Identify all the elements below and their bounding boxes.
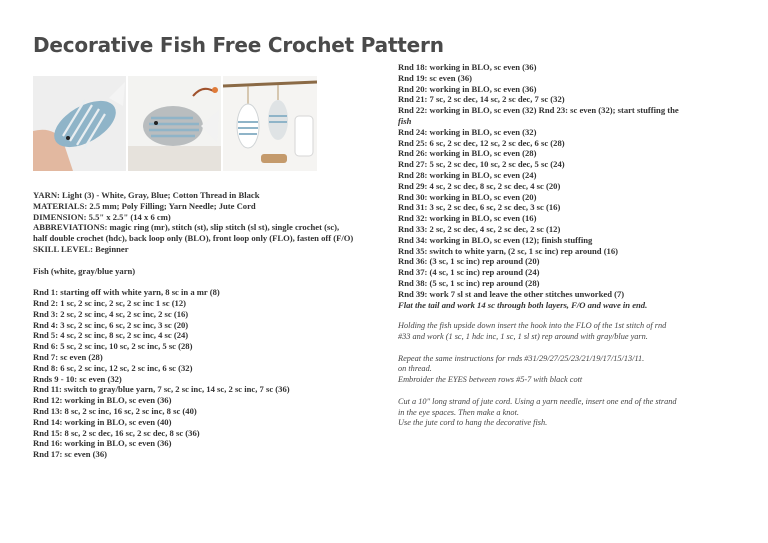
round-line: Rnd 29: 4 sc, 2 sc dec, 8 sc, 2 sc dec, 4 sc (20) bbox=[398, 180, 561, 191]
photo-hanging-fish bbox=[223, 76, 317, 171]
round-line: Rnd 27: 5 sc, 2 sc dec, 10 sc, 2 sc dec, 5 sc (24) bbox=[398, 159, 565, 170]
note-line: on thread. bbox=[398, 364, 432, 374]
left-column bbox=[33, 190, 378, 460]
round-line: Rnd 25: 6 sc, 2 sc dec, 12 sc, 2 sc dec, 6 sc (28) bbox=[398, 137, 565, 148]
page-title: Decorative Fish Free Crochet Pattern bbox=[33, 33, 444, 57]
round-line: Rnd 20: working in BLO, sc even (36) bbox=[398, 83, 537, 94]
photo-striped-fish bbox=[128, 76, 221, 171]
note-line: Repeat the same instructions for rnds #31/29/27/25/23/21/19/17/15/13/11. bbox=[398, 353, 645, 363]
round-line: fish bbox=[398, 115, 412, 126]
round-line: Rnd 35: switch to white yarn, (2 sc, 1 sc inc) rep around (16) bbox=[398, 245, 619, 256]
round-line: Rnd 3: 2 sc, 2 sc inc, 4 sc, 2 sc inc, 2 sc (16) bbox=[33, 308, 189, 319]
info-skill-level: SKILL LEVEL: Beginner bbox=[33, 243, 129, 254]
round-line: Rnd 4: 3 sc, 2 sc inc, 6 sc, 2 sc inc, 3 sc (20) bbox=[33, 319, 189, 330]
rounds-right-list bbox=[398, 62, 743, 310]
round-line: Rnd 17: sc even (36) bbox=[33, 449, 107, 460]
round-line: Rnd 21: 7 sc, 2 sc dec, 14 sc, 2 sc dec, 7 sc (32) bbox=[398, 94, 565, 105]
rounds-left-list bbox=[33, 287, 378, 460]
info-abbreviations-cont: half double crochet (hdc), back loop only (BLO), front loop only (FLO), fasten off (F/O) bbox=[33, 233, 354, 244]
round-line: Rnd 28: working in BLO, sc even (24) bbox=[398, 169, 537, 180]
round-line: Rnd 22: working in BLO, sc even (32) Rnd 23: sc even (32); start stuffing the bbox=[398, 105, 679, 116]
round-line: Rnd 1: starting off with white yarn, 8 sc in a mr (8) bbox=[33, 287, 220, 298]
note-line: #33 and work (1 sc, 1 hdc inc, 1 sc, 1 sl st) rep around with gray/blue yarn. bbox=[398, 331, 648, 341]
info-dimension: DIMENSION: 5.5" x 2.5" (14 x 6 cm) bbox=[33, 211, 171, 222]
note-line: Cut a 10" long strand of jute cord. Using a yarn needle, insert one end of the strand bbox=[398, 396, 677, 406]
info-materials: MATERIALS: 2.5 mm; Poly Filling; Yarn Needle; Jute Cord bbox=[33, 200, 256, 211]
round-line: Rnd 13: 8 sc, 2 sc inc, 16 sc, 2 sc inc, 8 sc (40) bbox=[33, 405, 197, 416]
round-line: Rnd 31: 3 sc, 2 sc dec, 6 sc, 2 sc dec, 3 sc (16) bbox=[398, 202, 561, 213]
round-line: Rnd 18: working in BLO, sc even (36) bbox=[398, 62, 537, 72]
fish-heading: Fish (white, gray/blue yarn) bbox=[33, 265, 136, 276]
round-line: Rnd 19: sc even (36) bbox=[398, 72, 472, 83]
round-line: Rnd 11: switch to gray/blue yarn, 7 sc, 2 sc inc, 14 sc, 2 sc inc, 7 sc (36) bbox=[33, 384, 290, 395]
photo-strip bbox=[33, 76, 317, 171]
round-line: Rnd 32: working in BLO, sc even (16) bbox=[398, 213, 537, 224]
round-line: Rnds 9 - 10: sc even (32) bbox=[33, 373, 122, 384]
round-line: Rnd 30: working in BLO, sc even (20) bbox=[398, 191, 537, 202]
round-line: Rnd 15: 8 sc, 2 sc dec, 16 sc, 2 sc dec, 8 sc (36) bbox=[33, 427, 200, 438]
note-line: Holding the fish upside down insert the hook into the FLO of the 1st stitch of rnd bbox=[398, 321, 667, 331]
round-line: Rnd 7: sc even (28) bbox=[33, 351, 103, 362]
info-abbreviations: ABBREVIATIONS: magic ring (mr), stitch (st), slip stitch (sl st), single crochet (sc), bbox=[33, 222, 340, 233]
round-line: Rnd 6: 5 sc, 2 sc inc, 10 sc, 2 sc inc, 5 sc (28) bbox=[33, 341, 193, 352]
round-line: Flat the tail and work 14 sc through both layers, F/O and wave in end. bbox=[398, 299, 648, 310]
round-line: Rnd 33: 2 sc, 2 sc dec, 4 sc, 2 sc dec, 2 sc (12) bbox=[398, 223, 561, 234]
round-line: Rnd 24: working in BLO, sc even (32) bbox=[398, 126, 537, 137]
info-yarn: YARN: Light (3) - White, Gray, Blue; Cotton Thread in Black bbox=[33, 190, 260, 200]
right-column bbox=[398, 62, 743, 429]
note-line: Embroider the EYES between rows #5-7 with black cott bbox=[398, 375, 583, 385]
round-line: Rnd 2: 1 sc, 2 sc inc, 2 sc, 2 sc inc 1 sc (12) bbox=[33, 297, 187, 308]
round-line: Rnd 39: work 7 sl st and leave the other stitches unworked (7) bbox=[398, 288, 625, 299]
round-line: Rnd 36: (3 sc, 1 sc inc) rep around (20) bbox=[398, 256, 540, 267]
round-line: Rnd 8: 6 sc, 2 sc inc, 12 sc, 2 sc inc, 6 sc (32) bbox=[33, 362, 193, 373]
round-line: Rnd 26: working in BLO, sc even (28) bbox=[398, 148, 537, 159]
photo-hand-fish bbox=[33, 76, 126, 171]
note-line: Use the jute cord to hang the decorative fish. bbox=[398, 418, 548, 428]
round-line: Rnd 16: working in BLO, sc even (36) bbox=[33, 438, 172, 449]
round-line: Rnd 37: (4 sc, 1 sc inc) rep around (24) bbox=[398, 267, 540, 278]
round-line: Rnd 14: working in BLO, sc even (40) bbox=[33, 416, 172, 427]
round-line: Rnd 38: (5 sc, 1 sc inc) rep around (28) bbox=[398, 277, 540, 288]
round-line: Rnd 12: working in BLO, sc even (36) bbox=[33, 395, 172, 406]
round-line: Rnd 34: working in BLO, sc even (12); finish stuffing bbox=[398, 234, 593, 245]
round-line: Rnd 5: 4 sc, 2 sc inc, 8 sc, 2 sc inc, 4 sc (24) bbox=[33, 330, 189, 341]
note-line: in the eye spaces. Then make a knot. bbox=[398, 407, 519, 417]
